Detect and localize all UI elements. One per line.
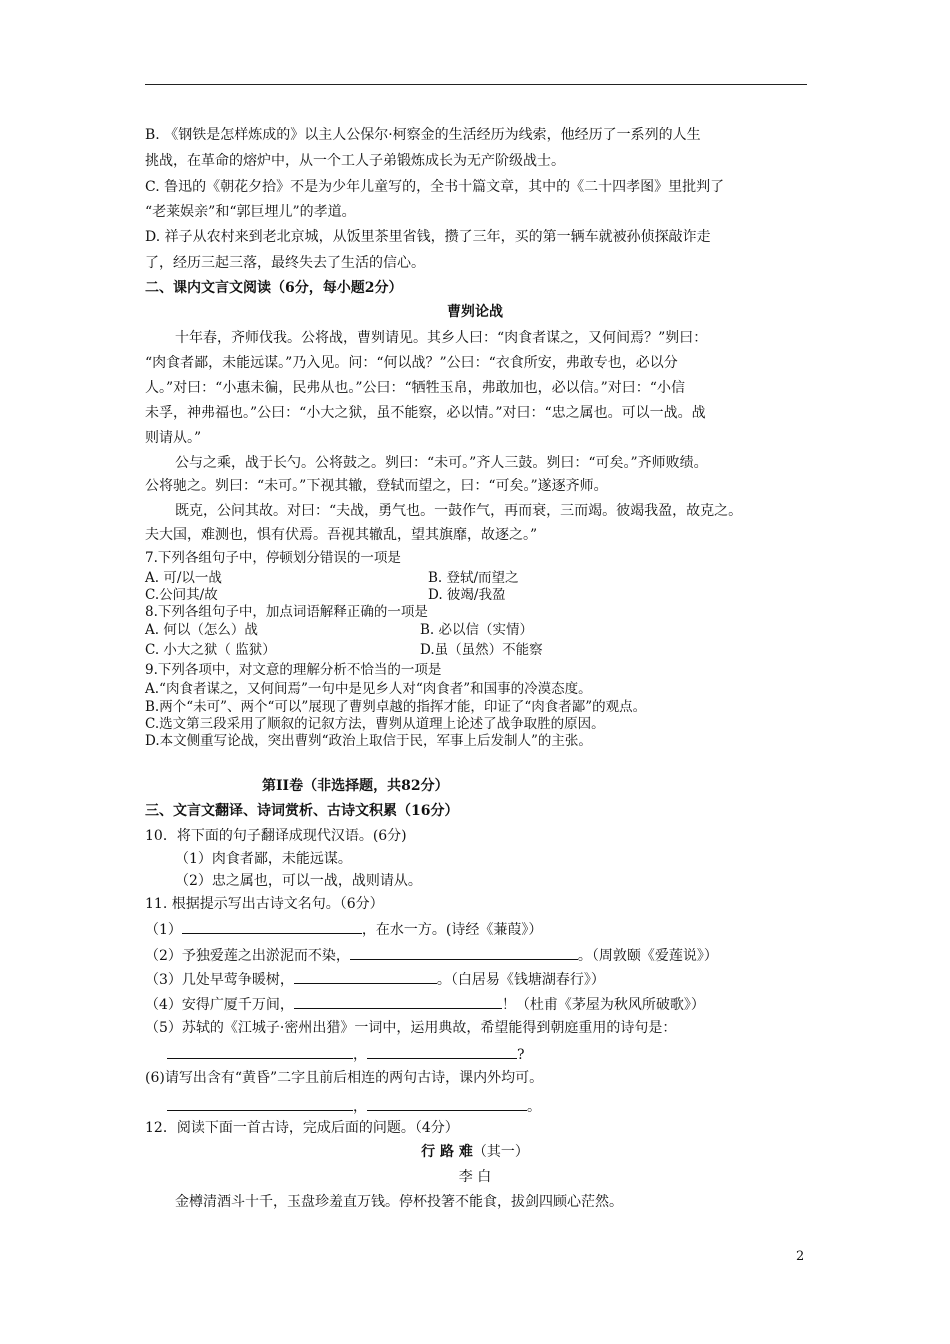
q11-item-5-end: ? (517, 1047, 525, 1063)
para3-line1: 既克，公问其故。对曰：“夫战，勇气也。一鼓作气，再而衰，三而竭。彼竭我盈，故克之。 (175, 503, 743, 519)
poem-title-line (0, 1144, 950, 1160)
q11-item-4-prefix: （4）安得广厦千万间， (145, 997, 294, 1013)
q7-option-d: D. 彼竭/我盈 (428, 587, 506, 603)
q11-item-6-end: 。 (527, 1099, 541, 1115)
q11-item-2-answer-blank[interactable] (350, 946, 578, 960)
q9-option-b: B.两个“未可”、两个“可以”展现了曹刿卓越的指挥才能，印证了“肉食者鄙”的观点。 (145, 699, 647, 715)
para1-line4: 未孚，神弗福也。”公曰：“小大之狱，虽不能察，必以情。”对曰：“忠之属也。可以一战。战 (145, 405, 706, 421)
q11-item-1 (145, 920, 542, 938)
option-c-line1: C. 鲁迅的《朝花夕拾》不是为少年儿童写的，全书十篇文章，其中的《二十四孝图》里批判了 (145, 179, 725, 195)
q10-stem: 10．将下面的句子翻译成现代汉语。(6分) (145, 828, 407, 844)
q7-option-a: A. 可/以一战 (145, 570, 222, 586)
section-2-title: 二、课内文言文阅读（6分，每小题2分） (145, 280, 403, 296)
q11-item-2-suffix: 。（周敦颐《爱莲说》） (577, 948, 718, 964)
q11-item-3 (145, 970, 605, 988)
q11-item-2 (145, 946, 718, 964)
q9-option-d: D.本文侧重写论战，突出曹刿“政治上取信于民，军事上后发制人”的主张。 (145, 733, 592, 749)
q10-sentence-2: （2）忠之属也，可以一战，战则请从。 (175, 873, 422, 889)
q11-item-1-answer-blank[interactable] (182, 920, 362, 934)
q7-option-c: C.公问其/故 (145, 587, 218, 603)
q11-item-5-blank-1[interactable] (167, 1045, 353, 1059)
q11-item-5-blank-2[interactable] (367, 1045, 517, 1059)
q11-item-3-prefix: （3）几处早莺争暖树， (145, 972, 294, 988)
section-3-title: 三、文言文翻译、诗词赏析、古诗文积累（16分） (145, 803, 459, 819)
q11-item-5-separator: ， (353, 1047, 367, 1063)
q11-item-6-blank-1[interactable] (167, 1097, 353, 1111)
poem-line-1: 金樽清酒斗十千，玉盘珍羞直万钱。停杯投箸不能食，拔剑四顾心茫然。 (175, 1194, 623, 1210)
poem-subtitle: （其一） (472, 1144, 529, 1160)
q10-sentence-1: （1）肉食者鄙，未能远谋。 (175, 851, 352, 867)
q11-item-6-answer (167, 1097, 541, 1115)
para1-line5: 则请从。” (145, 430, 202, 446)
q9-stem: 9.下列各项中，对文意的理解分析不恰当的一项是 (145, 662, 442, 678)
q11-item-5-answer (167, 1045, 525, 1063)
para3-line2: 夫大国，难测也，惧有伏焉。吾视其辙乱，望其旗靡，故逐之。” (145, 527, 538, 543)
text-title: 曹刿论战 (447, 304, 503, 320)
q11-item-4-suffix: ！（杜甫《茅屋为秋风所破歌》） (501, 997, 705, 1013)
q8-option-b: B. 必以信（实情） (420, 622, 534, 638)
q11-item-4 (145, 995, 705, 1013)
option-c-line2: “老莱娱亲”和“郭巨埋儿”的孝道。 (145, 204, 356, 220)
q11-item-3-answer-blank[interactable] (294, 970, 437, 984)
q11-item-6-blank-2[interactable] (367, 1097, 527, 1111)
volume-2-title: 第II卷（非选择题，共82分） (262, 778, 449, 794)
q11-item-2-prefix: （2）予独爱莲之出淤泥而不染， (145, 948, 350, 964)
para2-line2: 公将驰之。刿曰：“未可。”下视其辙，登轼而望之，曰：“可矣。”遂逐齐师。 (145, 478, 608, 494)
option-b-line2: 挑战，在革命的熔炉中，从一个工人子弟锻炼成长为无产阶级战士。 (145, 153, 565, 169)
poem-author: 李 白 (458, 1169, 492, 1185)
para1-line3: 人。”对曰：“小惠未徧，民弗从也。”公曰：“牺牲玉帛，弗敢加也，必以信。”对曰：“小信 (145, 380, 685, 396)
q12-stem: 12．阅读下面一首古诗，完成后面的问题。（4分） (145, 1120, 459, 1136)
q11-item-1-suffix: ，在水一方。(诗经《蒹葭》） (361, 922, 543, 938)
q11-item-1-prefix: （1） (145, 922, 182, 938)
option-b-line1: B. 《钢铁是怎样炼成的》以主人公保尔·柯察金的生活经历为线索，他经历了一系列的人生 (145, 127, 701, 143)
q8-option-a: A. 何以（怎么）战 (145, 622, 258, 638)
option-d-line2: 了，经历三起三落，最终失去了生活的信心。 (145, 255, 425, 271)
q7-stem: 7.下列各组句子中，停顿划分错误的一项是 (145, 550, 401, 566)
para2-line1: 公与之乘，战于长勺。公将鼓之。刿曰：“未可。”齐人三鼓。刿曰：“可矣。”齐师败绩。 (175, 455, 708, 471)
q8-option-c: C. 小大之狱（ 监狱） (145, 642, 276, 658)
q11-item-5: （5）苏轼的《江城子·密州出猎》一词中，运用典故，希望能得到朝庭重用的诗句是： (145, 1020, 677, 1036)
poem-title: 行 路 难 (421, 1144, 473, 1160)
header-rule (145, 84, 807, 85)
q11-item-3-suffix: 。（白居易《钱塘湖春行》） (436, 972, 605, 988)
q8-option-d: D.虽（虽然）不能察 (420, 642, 543, 658)
q7-option-b: B. 登轼/而望之 (428, 570, 519, 586)
q11-item-4-answer-blank[interactable] (294, 995, 502, 1009)
para1-line2: “肉食者鄙，未能远谋。”乃入见。问：“何以战？”公曰：“衣食所安，弗敢专也，必以分 (145, 355, 678, 371)
q11-item-6-separator: ， (353, 1099, 367, 1115)
q8-stem: 8.下列各组句子中，加点词语解释正确的一项是 (145, 604, 428, 620)
q9-option-c: C.选文第三段采用了顺叙的记叙方法，曹刿从道理上论述了战争取胜的原因。 (145, 716, 605, 732)
q9-option-a: A.“肉食者谋之，又何间焉”一句中是见乡人对“肉食者”和国事的冷漠态度。 (145, 681, 592, 697)
page-number: 2 (796, 1249, 805, 1264)
q11-item-6: (6)请写出含有“黄昏”二字且前后相连的两句古诗，课内外均可。 (145, 1070, 544, 1086)
option-d-line1: D. 祥子从农村来到老北京城，从饭里茶里省钱，攒了三年，买的第一辆车就被孙侦探敲诈走 (145, 229, 711, 245)
q11-stem: 11. 根据提示写出古诗文名句。（6分） (145, 896, 384, 912)
para1-line1: 十年春，齐师伐我。公将战，曹刿请见。其乡人曰：“肉食者谋之，又何间焉？”刿曰： (175, 330, 708, 346)
